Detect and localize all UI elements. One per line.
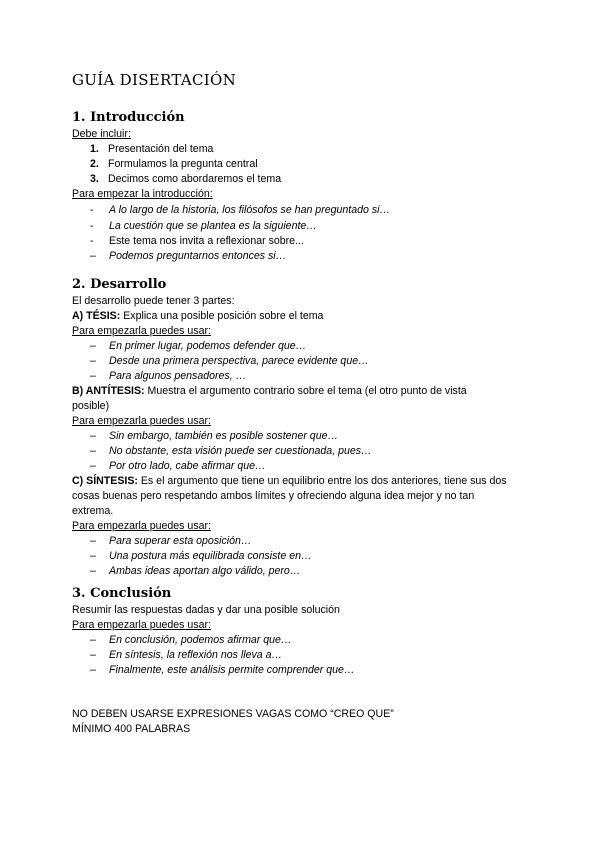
phrase-text: Desde una primera perspectiva, parece evidente que…	[109, 355, 369, 367]
tesis-text: Explica una posible posición sobre el tema	[120, 310, 324, 322]
tesis-phrase: – En primer lugar, podemos defender que…	[90, 340, 307, 352]
phrase-text: En síntesis, la reflexión nos lleva a…	[109, 649, 283, 661]
conclusion-intro: Resumir las respuestas dadas y dar una posible solución	[72, 604, 340, 616]
dash-marker: –	[90, 250, 96, 262]
antitesis-text: Muestra el argumento contrario sobre el tema (el otro punto de vista	[144, 385, 467, 397]
tesis-label: A) TÉSIS:	[72, 310, 121, 322]
intro-must-include-label: Debe incluir:	[72, 128, 131, 140]
intro-start-label: Para empezar la introducción:	[72, 188, 213, 200]
phrase-text: Finalmente, este análisis permite comprender que…	[109, 664, 355, 676]
phrase-text: Para superar esta oposición…	[109, 535, 252, 547]
intro-phrase	[90, 203, 390, 218]
dash-marker: -	[90, 235, 94, 247]
dash-marker: -	[90, 204, 94, 216]
intro-phrase	[90, 249, 286, 264]
item-text: Decimos como abordaremos el tema	[108, 173, 282, 185]
phrase-text: La cuestión que se plantea es la siguiente…	[109, 220, 317, 232]
antitesis-label: B) ANTÍTESIS:	[72, 385, 145, 397]
antitesis-line-continued: posible)	[72, 400, 110, 412]
section-heading-conclusion: 3. Conclusión	[72, 586, 172, 601]
antitesis-line	[72, 384, 467, 399]
tesis-line	[72, 309, 323, 324]
intro-numbered-item	[90, 172, 281, 187]
phrase-text: Una postura más equilibrada consiste en…	[109, 550, 312, 562]
conclusion-start-label: Para empezarla puedes usar:	[72, 619, 211, 631]
sintesis-start-label: Para empezarla puedes usar:	[72, 520, 211, 532]
conclusion-phrase: – Finalmente, este análisis permite comprender que…	[90, 664, 355, 676]
sintesis-label: C) SÍNTESIS:	[72, 475, 138, 487]
sintesis-text: Es el argumento que tiene un equilibrio entre los dos anteriores, tiene sus dos	[137, 475, 507, 487]
phrase-text: En conclusión, podemos afirmar que…	[109, 634, 292, 646]
intro-phrase	[90, 234, 304, 249]
section-heading-introduccion: 1. Introducción	[72, 110, 185, 125]
item-text: Presentación del tema	[108, 143, 214, 155]
intro-phrase	[90, 219, 317, 234]
tesis-start-label: Para empezarla puedes usar:	[72, 325, 211, 337]
tesis-phrase: – Desde una primera perspectiva, parece evidente que…	[90, 355, 369, 367]
phrase-text: En primer lugar, podemos defender que…	[109, 340, 307, 352]
phrase-text: Podemos preguntarnos entonces si…	[109, 250, 287, 262]
item-number: 2.	[90, 158, 99, 170]
note-minimum-words: MÍNIMO 400 PALABRAS	[72, 723, 191, 735]
sintesis-line-continued: cosas buenas pero respetando ambos límites y ofreciendo alguna idea mejor y no tan	[72, 490, 475, 502]
phrase-text: Este tema nos invita a reflexionar sobre...	[109, 235, 304, 247]
sintesis-line-continued: extrema.	[72, 505, 114, 517]
antitesis-phrase: – Sin embargo, también es posible sostener que…	[90, 430, 339, 442]
tesis-phrase: – Para algunos pensadores, …	[90, 370, 247, 382]
section-heading-desarrollo: 2. Desarrollo	[72, 277, 167, 292]
item-number: 3.	[90, 173, 99, 185]
phrase-text: Ambas ideas aportan algo válido, pero…	[109, 565, 301, 577]
sintesis-phrase: – Ambas ideas aportan algo válido, pero…	[90, 565, 301, 577]
phrase-text: Por otro lado, cabe afirmar que…	[109, 460, 266, 472]
note-no-vague-expressions: NO DEBEN USARSE EXPRESIONES VAGAS COMO “CREO QUE”	[72, 708, 394, 720]
antitesis-phrase: – No obstante, esta visión puede ser cuestionada, pues…	[90, 445, 372, 457]
conclusion-phrase: – En síntesis, la reflexión nos lleva a…	[90, 649, 283, 661]
sintesis-phrase: – Para superar esta oposición…	[90, 535, 252, 547]
item-number: 1.	[90, 143, 99, 155]
dash-marker: -	[90, 220, 94, 232]
sintesis-phrase: – Una postura más equilibrada consiste en…	[90, 550, 312, 562]
antitesis-start-label: Para empezarla puedes usar:	[72, 415, 211, 427]
phrase-text: A lo largo de la historia, los filósofos se han preguntado si…	[109, 204, 391, 216]
antitesis-phrase: – Por otro lado, cabe afirmar que…	[90, 460, 266, 472]
phrase-text: No obstante, esta visión puede ser cuestionada, pues…	[109, 445, 372, 457]
document-title: GUÍA DISERTACIÓN	[72, 71, 236, 89]
desarrollo-intro: El desarrollo puede tener 3 partes:	[72, 295, 235, 307]
phrase-text: Para algunos pensadores, …	[109, 370, 247, 382]
sintesis-line	[72, 474, 507, 489]
item-text: Formulamos la pregunta central	[108, 158, 258, 170]
intro-numbered-item	[90, 157, 258, 172]
intro-numbered-item	[90, 142, 213, 157]
conclusion-phrase: – En conclusión, podemos afirmar que…	[90, 634, 292, 646]
phrase-text: Sin embargo, también es posible sostener que…	[109, 430, 339, 442]
